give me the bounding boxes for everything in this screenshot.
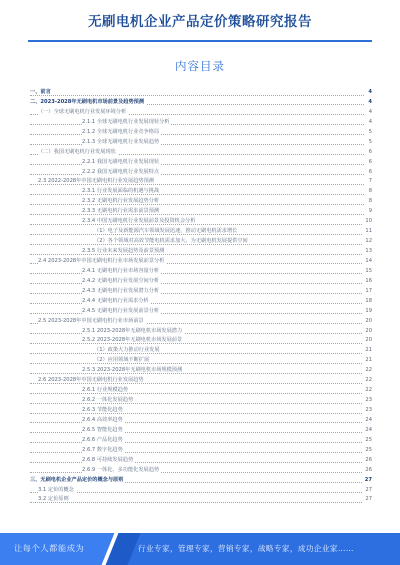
toc-entry-title: 2.6.5 智能化趋势: [82, 426, 123, 433]
toc-entry-page: 21: [363, 356, 372, 366]
toc-entry[interactable]: [30, 416, 372, 426]
toc-entry-title: （一）全球无刷电机行业发展环境分析: [38, 108, 127, 115]
toc-entry-page: 4: [367, 108, 372, 118]
toc-heading: 内容目录: [175, 59, 225, 73]
toc-entry[interactable]: [30, 346, 372, 356]
toc-entry[interactable]: [30, 426, 372, 436]
toc-entry-title: 一、前言: [30, 89, 51, 95]
toc-entry[interactable]: [30, 486, 372, 496]
footer-banner: [0, 533, 400, 565]
toc-entry-page: 25: [363, 446, 372, 456]
toc-entry[interactable]: [30, 406, 372, 416]
footer-slogan-right: 行业专家，管理专家，营销专家，战略专家，成功企业家……: [138, 544, 354, 553]
toc-entry-title: 2.3.5 行业未来发展趋势及前景预测: [82, 248, 165, 254]
toc-entry-title: 2.1.2 全球无刷电机行业竞争格局: [82, 128, 160, 135]
toc-entry[interactable]: [30, 148, 372, 158]
toc-entry-page: 9: [367, 207, 372, 217]
toc-entry[interactable]: [30, 118, 372, 128]
toc-entry[interactable]: [30, 327, 372, 337]
toc-entry-title: 2.4.3 无刷电机行业发展潜力分析: [82, 287, 160, 294]
toc-entry-page: 16: [363, 277, 372, 287]
toc-entry-page: 13: [363, 247, 372, 257]
toc-entry-title: 2.4.4 无刷电机行业需求分析: [82, 297, 149, 304]
toc-entry-title: 2.5.3 2023-2028年无刷电机市场规模预测: [82, 367, 183, 374]
toc-entry-title: 2.4 2023-2028年中国无刷电机行业市场发展前景分析: [38, 257, 165, 264]
toc-entry-page: 20: [363, 336, 372, 346]
toc-entry[interactable]: [30, 366, 372, 376]
header: [0, 0, 400, 46]
toc-entry-title: 三、无刷电机企业产品定价的概念与原则: [30, 476, 124, 483]
toc-entry-page: 22: [363, 376, 372, 386]
toc-entry-title: 2.1.3 全球无刷电机行业发展趋势: [82, 138, 160, 145]
toc-entry-title: （2）应用领域不断扩展: [94, 357, 150, 364]
toc-entry[interactable]: [30, 456, 372, 466]
toc-entry-page: 11: [363, 227, 372, 237]
footer-slogan-left: 让每个人都能成为: [14, 543, 85, 553]
toc-entry-title: （2）各个领域对高效节能电机需求加大，为无刷电机发展提供空间: [94, 238, 248, 245]
toc-entry-page: 26: [363, 466, 372, 476]
toc-entry-title: 2.6.2 一体化发展趋势: [82, 397, 134, 404]
toc-entry-page: 4: [366, 88, 372, 98]
toc-entry[interactable]: [30, 307, 372, 317]
toc-entry-page: 27: [363, 495, 372, 505]
toc-entry-page: 24: [363, 416, 372, 426]
toc-entry-title: 2.2.2 我国无刷电机行业发展特点: [82, 168, 160, 175]
toc-entry[interactable]: [30, 138, 372, 148]
toc-entry[interactable]: [30, 207, 372, 217]
toc-entry-page: 4: [366, 98, 372, 108]
toc-entry-title: 2.6.9 一体化、多功能化发展趋势: [82, 466, 160, 473]
toc-entry-title: 2.6.3 节能化趋势: [82, 407, 123, 413]
toc-entry-page: 12: [363, 237, 372, 247]
toc-entry-page: 23: [363, 396, 372, 406]
toc-entry-page: 20: [363, 317, 372, 327]
toc-entry[interactable]: [30, 187, 372, 197]
toc-entry-title: 2.5.1 2023-2028年无刷电机市场发展潜力: [82, 327, 183, 334]
toc-entry-title: 2.3 2022-2028年中国无刷电机行业发展趋势预测: [38, 178, 154, 185]
toc-entry[interactable]: [30, 227, 372, 237]
toc-entry[interactable]: [30, 128, 372, 138]
toc-entry-title: （二）我国无刷电机行业发展现状: [38, 148, 116, 155]
toc-entry-page: 20: [363, 327, 372, 337]
toc-entry-page: 15: [363, 267, 372, 277]
toc-entry-title: 2.6.7 数字化趋势: [82, 446, 123, 453]
toc-entry-page: 25: [363, 436, 372, 446]
toc-entry-page: 18: [363, 297, 372, 307]
toc-entry-page: 6: [367, 168, 372, 178]
toc-entry-title: 2.3.3 无刷电机行业需求前景预测: [82, 208, 160, 215]
toc-entry[interactable]: [30, 446, 372, 456]
toc-entry-page: 24: [363, 426, 372, 436]
toc-entry-title: 2.4.2 无刷电机行业发展空间分析: [82, 277, 160, 284]
toc-entry-title: 二、2023-2028年无刷电机市场前景及趋势预测: [30, 98, 145, 105]
toc-entry[interactable]: [30, 217, 372, 227]
toc-entry[interactable]: [30, 356, 372, 366]
toc-entry-page: 6: [367, 158, 372, 168]
toc-entry-page: 26: [363, 456, 372, 466]
toc-entry[interactable]: [30, 267, 372, 277]
toc-entry-title: 2.3.4 中国无刷电机行业发展前景及投资机会分析: [82, 218, 196, 225]
toc-entry-title: 2.6.1 行业规模趋势: [82, 387, 128, 394]
toc-entry-title: 3.2 定价原则: [38, 496, 69, 503]
toc-entry-title: 2.6.8 可持续发展趋势: [82, 456, 134, 463]
toc-entry-page: 27: [363, 486, 372, 496]
toc-entry[interactable]: [30, 197, 372, 207]
toc-entry[interactable]: [30, 396, 372, 406]
toc-entry-page: 5: [367, 138, 372, 148]
toc-entry-title: 2.6 2023-2028年中国无刷电机行业发展趋势: [38, 377, 144, 384]
toc-entry[interactable]: [30, 317, 372, 327]
toc-entry-title: 2.5 2023-2028年中国无刷电机行业市场前景: [38, 317, 144, 324]
toc-entry[interactable]: [30, 88, 372, 98]
toc-entry-page: 22: [363, 386, 372, 396]
toc-entry-page: 19: [363, 307, 372, 317]
title-divider: [28, 40, 372, 42]
toc-entry-title: 2.6.6 产品化趋势: [82, 436, 123, 443]
toc-entry-title: 2.4.1 无刷电机行业市场容量分析: [82, 267, 160, 274]
toc-entry[interactable]: [30, 98, 372, 108]
toc-entry-page: 23: [363, 406, 372, 416]
toc-entry[interactable]: [30, 386, 372, 396]
toc-entry-title: 2.6.4 高效率趋势: [82, 416, 123, 423]
toc-entry-page: 7: [367, 177, 372, 187]
toc-entry-page: 22: [363, 366, 372, 376]
toc-entry[interactable]: [30, 466, 372, 476]
toc-entry[interactable]: [30, 108, 372, 118]
toc-entry-page: 6: [367, 148, 372, 158]
toc-entry-page: 4: [367, 118, 372, 128]
table-of-contents: [30, 88, 372, 505]
toc-entry-page: 14: [363, 257, 372, 267]
toc-entry[interactable]: [30, 287, 372, 297]
toc-entry[interactable]: [30, 247, 372, 257]
toc-entry[interactable]: [30, 158, 372, 168]
toc-entry-page: 5: [367, 128, 372, 138]
toc-entry-title: 2.3.1 行业发展面临的机遇与挑战: [82, 188, 160, 195]
toc-entry[interactable]: [30, 495, 372, 505]
toc-entry[interactable]: [30, 336, 372, 346]
toc-entry-title: （1）电子及新能源汽车领域发展迅速，推动无刷电机需求增长: [94, 228, 238, 235]
toc-entry-page: 8: [367, 197, 372, 207]
toc-entry-page: 10: [363, 217, 372, 227]
report-title: 无刷电机企业产品定价策略研究报告: [88, 14, 312, 30]
toc-entry[interactable]: [30, 376, 372, 386]
toc-entry-page: 27: [363, 476, 372, 486]
toc-entry[interactable]: [30, 476, 372, 486]
toc-entry[interactable]: [30, 297, 372, 307]
toc-entry-title: 2.3.2 无刷电机行业发展趋势分析: [82, 198, 160, 205]
toc-entry[interactable]: [30, 277, 372, 287]
toc-entry-title: 2.4.5 无刷电机行业发展前景分析: [82, 307, 160, 314]
toc-entry[interactable]: [30, 168, 372, 178]
toc-entry-page: 21: [363, 346, 372, 356]
toc-entry[interactable]: [30, 237, 372, 247]
toc-entry[interactable]: [30, 177, 372, 187]
toc-entry-title: 2.2.1 我国无刷电机行业发展现状: [82, 158, 160, 165]
toc-entry-page: 8: [367, 187, 372, 197]
toc-entry[interactable]: [30, 257, 372, 267]
toc-entry-title: 2.1.1 全球无刷电机行业发展现状分析: [82, 118, 170, 125]
toc-entry[interactable]: [30, 436, 372, 446]
toc-entry-title: （1）政策大力推动行业发展: [94, 347, 160, 354]
toc-entry-title: 2.5.2 2023-2028年无刷电机市场发展前景: [82, 337, 183, 344]
toc-entry-title: 3.1 定价的概念: [38, 486, 74, 493]
toc-entry-page: 17: [363, 287, 372, 297]
